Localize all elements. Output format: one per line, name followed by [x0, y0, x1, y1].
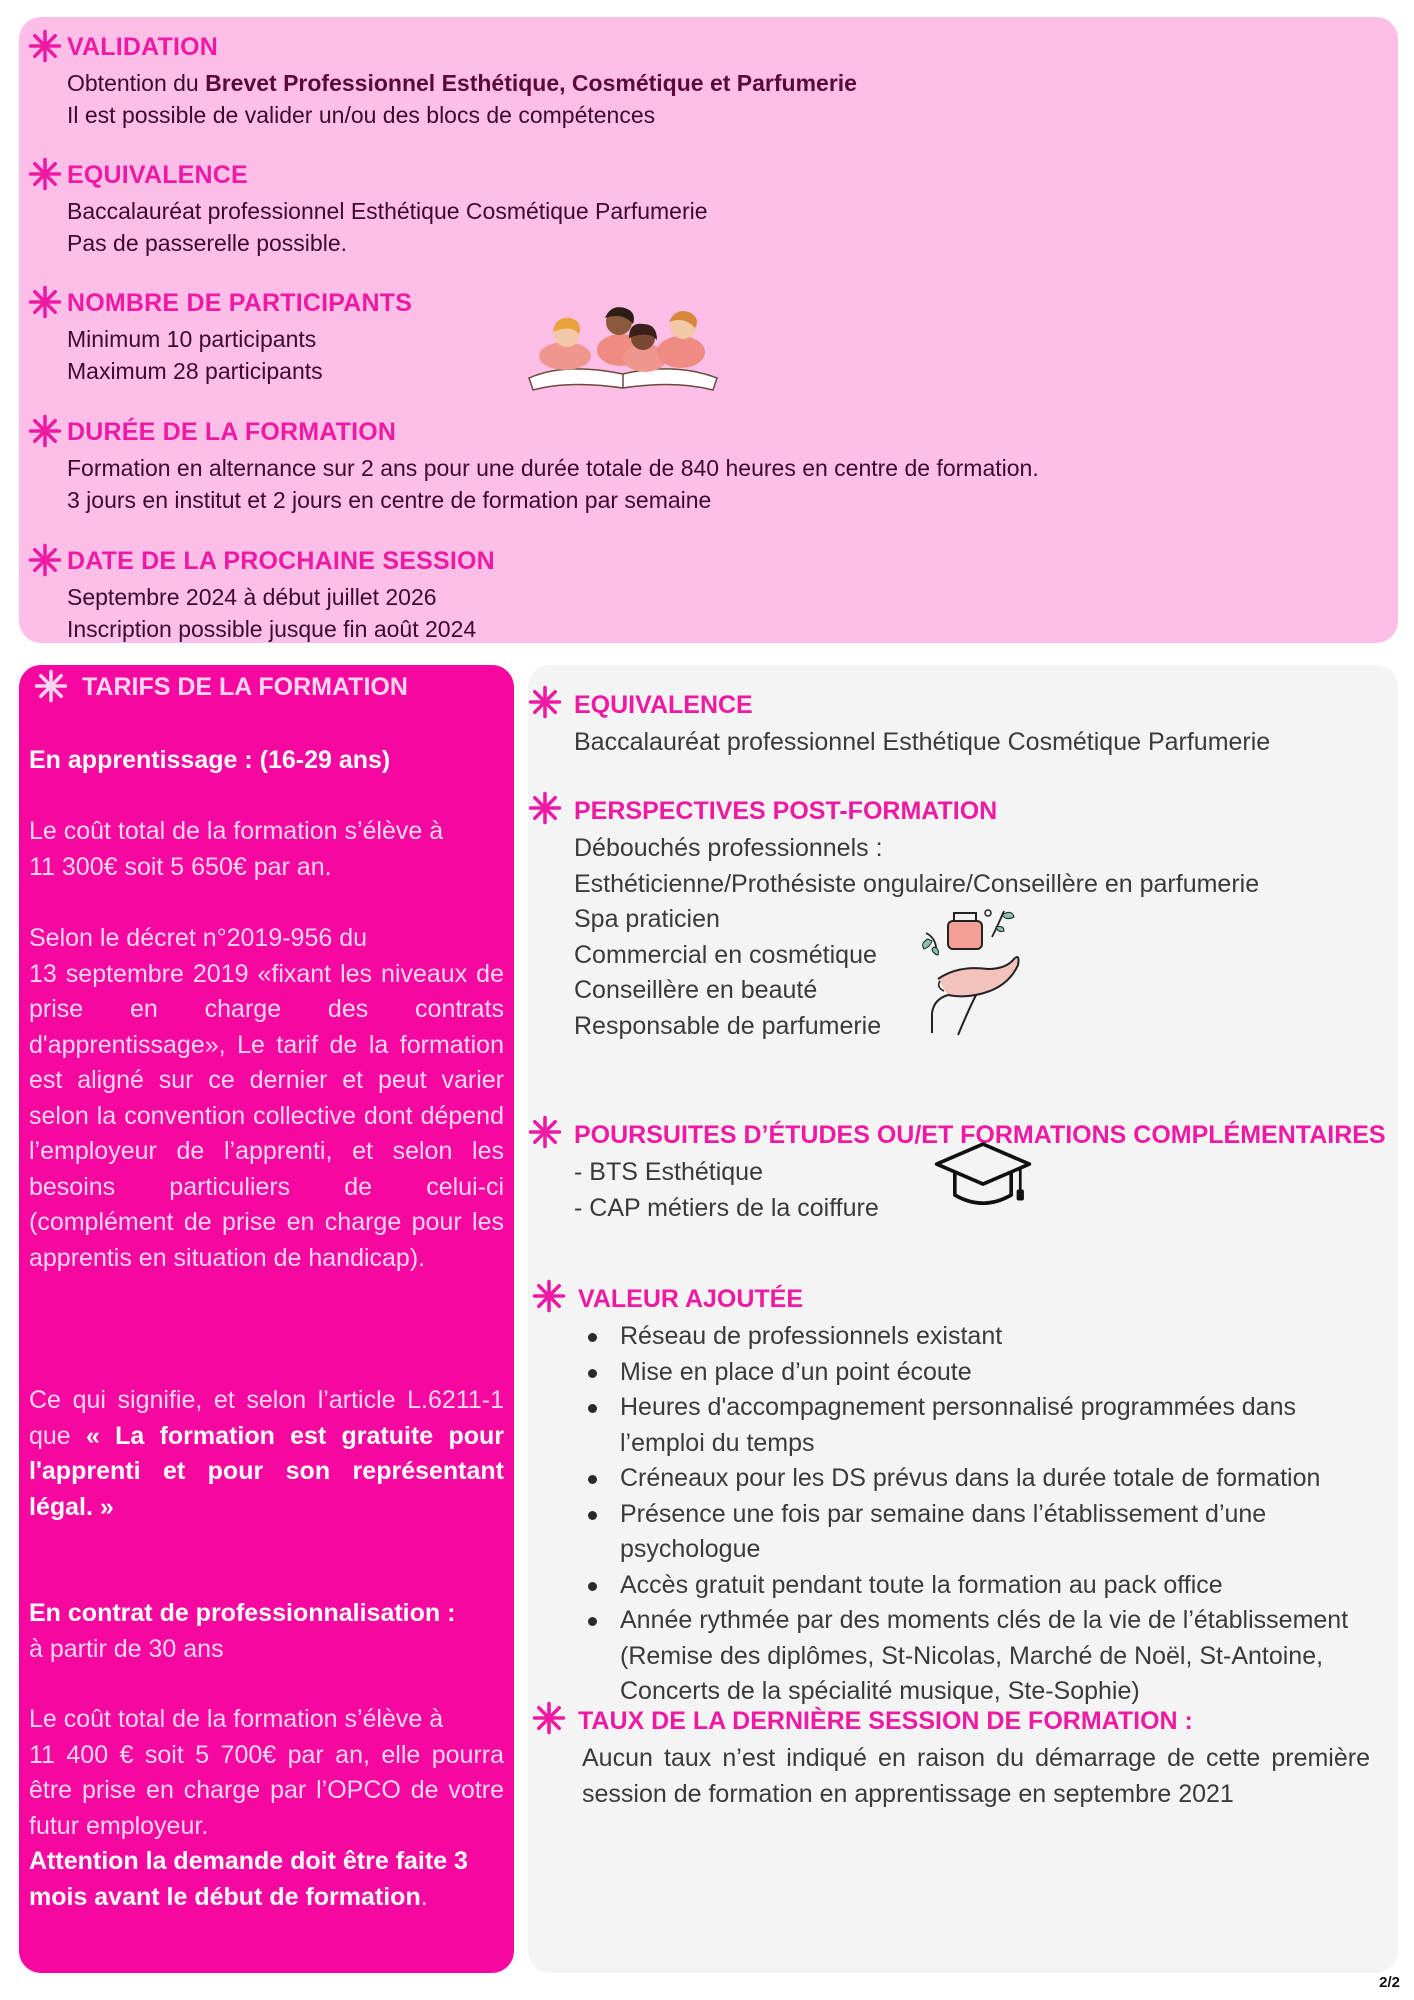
professionnalisation-heading: En contrat de professionnalisation :: [29, 1599, 456, 1627]
list-item: Année rythmée par des moments clés de la vie de l’établissement (Remise des diplômes, St-Nicolas, Marché de Noël, St-Antoine, Concerts de la spécialité musique, Ste-Sophie): [584, 1603, 1374, 1710]
validation-line-2: Il est possible de valider un/ou des blocs de compétences: [67, 102, 656, 128]
attention-note: Attention la demande doit être faite 3 mois avant le début de formation.: [29, 1847, 468, 1911]
participants-max: Maximum 28 participants: [67, 358, 323, 384]
professionnalisation-age: à partir de 30 ans: [29, 1634, 224, 1663]
perspectives-title: PERSPECTIVES POST-FORMATION: [574, 797, 998, 825]
list-item: Mise en place d’un point écoute: [584, 1355, 1374, 1391]
cout-pro-paragraph: 11 400 € soit 5 700€ par an, elle pourra être prise en charge par l’OPCO de votre futur employeur.: [29, 1740, 504, 1840]
perspectives-line: Responsable de parfumerie: [574, 1011, 882, 1040]
duree-title: DURÉE DE LA FORMATION: [67, 418, 397, 446]
taux-text: Aucun taux n’est indiqué en raison du démarrage de cette première session de formation en apprentissage en septembre 2021: [582, 1744, 1370, 1808]
taux-title: TAUX DE LA DERNIÈRE SESSION DE FORMATION :: [578, 1707, 1193, 1735]
duree-line-1: Formation en alternance sur 2 ans pour une durée totale de 840 heures en centre de formation.: [67, 455, 1039, 481]
list-item: Heures d'accompagnement personnalisé programmées dans l’emploi du temps: [584, 1390, 1374, 1461]
formation-info-panel: [19, 17, 1398, 643]
students-reading-illustration: [525, 300, 721, 396]
asterisk-icon: [528, 1115, 562, 1149]
duree-line-2: 3 jours en institut et 2 jours en centre de formation par semaine: [67, 487, 712, 513]
right-equivalence-title: EQUIVALENCE: [574, 691, 753, 719]
right-equivalence-line: Baccalauréat professionnel Esthétique Cosmétique Parfumerie: [574, 728, 1271, 756]
asterisk-icon: [532, 1279, 566, 1313]
session-title: DATE DE LA PROCHAINE SESSION: [67, 547, 495, 575]
participants-min: Minimum 10 participants: [67, 326, 317, 352]
perspectives-line: Conseillère en beauté: [574, 976, 818, 1004]
perspectives-line: Esthéticienne/Prothésiste ongulaire/Conseillère en parfumerie: [574, 869, 1260, 898]
diploma-name: Brevet Professionnel Esthétique, Cosmétique et Parfumerie: [205, 70, 857, 96]
list-item: Créneaux pour les DS prévus dans la durée totale de formation: [584, 1461, 1374, 1497]
poursuites-title: POURSUITES D’ÉTUDES OU/ET FORMATIONS COMPLÉMENTAIRES: [574, 1121, 1386, 1149]
session-inscription: Inscription possible jusque fin août 2024: [67, 616, 477, 642]
asterisk-icon: [34, 669, 68, 703]
article-paragraph: Ce qui signifie, et selon l’article L.6211-1 que « La formation est gratuite pour l'apprenti et pour son représentant légal. »: [29, 1386, 504, 1521]
decret-paragraph: 13 septembre 2019 «fixant les niveaux de prise en charge des contrats d'apprentissage», Le tarif de la formation est aligné sur ce dernier et peut varier selon la convention collective dont dépend l’employeur de l’apprenti, et selon les besoins particuliers de celui-ci (complément de prise en charge pour les apprentis en situation de handicap).: [29, 959, 504, 1272]
page-number: 2/2: [1379, 1974, 1400, 1991]
apprentissage-heading: En apprentissage : (16-29 ans): [29, 746, 391, 774]
asterisk-icon: [28, 285, 62, 319]
valeur-title: VALEUR AJOUTÉE: [578, 1285, 804, 1313]
asterisk-icon: [532, 1701, 566, 1735]
cout-pro-line: Le coût total de la formation s’élève à: [29, 1705, 444, 1733]
tarifs-title: TARIFS DE LA FORMATION: [82, 673, 408, 701]
equivalence-line-2: Pas de passerelle possible.: [67, 230, 347, 256]
graduation-cap-icon: [933, 1135, 1033, 1215]
hand-cosmetics-illustration: [918, 903, 1038, 1038]
equivalence-title: EQUIVALENCE: [67, 161, 248, 189]
valeur-list: [584, 1319, 1374, 1710]
equivalence-line-1: Baccalauréat professionnel Esthétique Cosmétique Parfumerie: [67, 198, 708, 224]
list-item: Accès gratuit pendant toute la formation au pack office: [584, 1568, 1374, 1604]
poursuites-line: - BTS Esthétique: [574, 1158, 763, 1186]
list-item: Réseau de professionnels existant: [584, 1319, 1374, 1355]
list-item: Présence une fois par semaine dans l’établissement d’une psychologue: [584, 1497, 1374, 1568]
tarifs-panel: [19, 665, 514, 1973]
gratuite-statement: « La formation est gratuite pour l'apprenti et pour son représentant légal. »: [29, 1421, 504, 1521]
asterisk-icon: [28, 414, 62, 448]
asterisk-icon: [28, 543, 62, 577]
decret-line: Selon le décret n°2019-956 du: [29, 924, 368, 952]
asterisk-icon: [528, 791, 562, 825]
session-dates: Septembre 2024 à début juillet 2026: [67, 584, 437, 610]
asterisk-icon: [28, 157, 62, 191]
validation-line-1: Obtention du Brevet Professionnel Esthétique, Cosmétique et Parfumerie: [67, 70, 857, 96]
participants-title: NOMBRE DE PARTICIPANTS: [67, 289, 413, 317]
perspectives-line: Commercial en cosmétique: [574, 940, 877, 969]
perspectives-line: Débouchés professionnels :: [574, 834, 883, 862]
poursuites-line: - CAP métiers de la coiffure: [574, 1193, 879, 1222]
cout-apprentissage: Le coût total de la formation s’élève à 11 300€ soit 5 650€ par an.: [29, 817, 444, 881]
validation-title: VALIDATION: [67, 33, 219, 61]
perspectives-line: Spa praticien: [574, 905, 720, 933]
asterisk-icon: [528, 685, 562, 719]
details-panel: [528, 665, 1398, 1973]
asterisk-icon: [28, 29, 62, 63]
